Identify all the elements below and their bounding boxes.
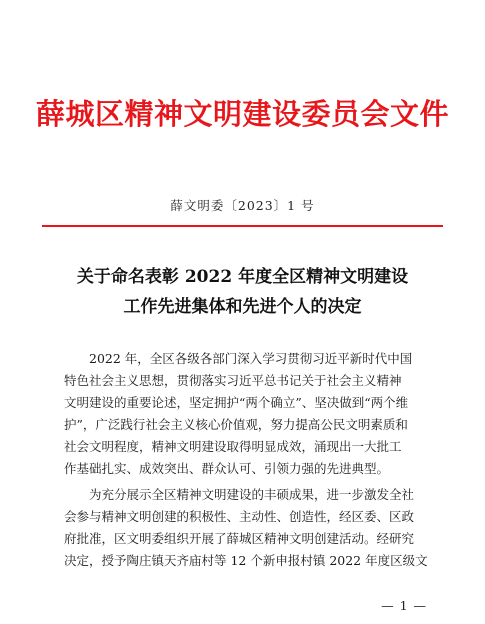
paragraph-1-line: 社会文明程度，精神文明建设取得明显成效，涌现出一大批工 <box>64 439 402 454</box>
decision-title <box>0 262 485 322</box>
paragraph-2-line: 为充分展示全区精神文明建设的丰硕成果，进一步激发全社 <box>89 487 415 502</box>
paragraph-2-line: 府批准，区文明委组织开展了薛城区精神文明创建活动。经研究 <box>64 531 415 546</box>
document-number: 薛文明委〔2023〕1 号 <box>170 198 315 213</box>
org-header-title: 薛城区精神文明建设委员会文件 <box>35 97 449 131</box>
paragraph-1-line: 作基础扎实、成效突出、群众认可、引领力强的先进典型。 <box>64 461 390 476</box>
document-body <box>64 348 444 576</box>
decision-title-line-1: 关于命名表彰 2022 年度全区精神文明建设 <box>76 267 409 287</box>
paragraph-2-line: 决定，授予陶庄镇天齐庙村等 12 个新申报村镇 2022 年度区级文 <box>64 553 428 568</box>
page-number: — 1 — <box>381 598 427 613</box>
body-paragraph-1 <box>64 348 444 480</box>
paragraph-1-line: 2022 年，全区各级各部门深入学习贯彻习近平新时代中国 <box>89 351 413 366</box>
paragraph-1-line: 特色社会主义思想，贯彻落实习近平总书记关于社会主义精神 <box>64 373 402 388</box>
red-divider-line <box>42 225 443 227</box>
paragraph-2-line: 会参与精神文明创建的积极性、主动性、创造性，经区委、区政 <box>64 509 415 524</box>
decision-title-line-2: 工作先进集体和先进个人的决定 <box>123 297 362 317</box>
body-paragraph-2 <box>64 484 444 572</box>
paragraph-1-line: 文明建设的重要论述，坚定拥护“两个确立”、坚决做到“两个维 <box>64 395 409 410</box>
paragraph-1-line: 护”，广泛践行社会主义核心价值观，努力提高公民文明素质和 <box>64 417 408 432</box>
